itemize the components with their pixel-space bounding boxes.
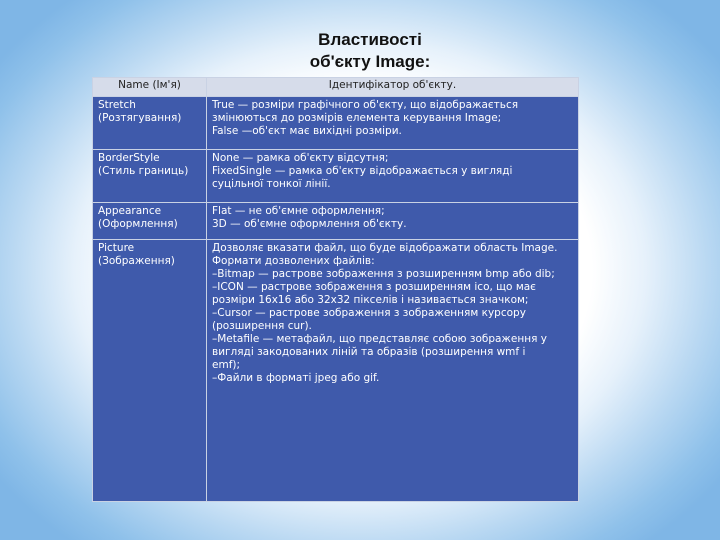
property-name: Appearance (Оформлення) xyxy=(93,203,207,240)
property-description: Дозволяє вказати файл, що буде відображати область Image. Формати дозволених файлів: –Bitmap — растрове зображення з розширенням bmp або dib; –ICON — растрове зображення з розширенням ico, що має розміри 16х16 або 32х32 пікселів і називається значком; –Cursor — растрове зображення з зображенням курсору (розширення cur). –Metafile — метафайл, що представляє собою зображення у вигляді закодованих ліній та образів (розширення wmf і emf); –Файли в форматі jpeg або gif. xyxy=(207,240,579,502)
property-description: True — розміри графічного об'єкту, що відображається змінюються до розмірів елемента керування Image; False —об'єкт має вихідні розміри. xyxy=(207,97,579,150)
table-row xyxy=(93,150,579,203)
property-name: Picture (Зображення) xyxy=(93,240,207,502)
header-identifier: Ідентифікатор об'єкту. xyxy=(207,78,579,97)
property-name: Stretch (Розтягування) xyxy=(93,97,207,150)
property-name: BorderStyle (Стиль границь) xyxy=(93,150,207,203)
slide-title: Властивості об'єкту Image: xyxy=(309,30,431,71)
property-description: Flat — не об'ємне оформлення; 3D — об'ємне оформлення об'єкту. xyxy=(207,203,579,240)
table-row xyxy=(93,240,579,502)
properties-table xyxy=(92,77,579,502)
table-row xyxy=(93,97,579,150)
table-row xyxy=(93,203,579,240)
property-description: None — рамка об'єкту відсутня; FixedSingle — рамка об'єкту відображається у вигляді суцільної тонкої лінії. xyxy=(207,150,579,203)
header-name: Name (Ім'я) xyxy=(93,78,207,97)
table-header-row xyxy=(93,78,579,97)
